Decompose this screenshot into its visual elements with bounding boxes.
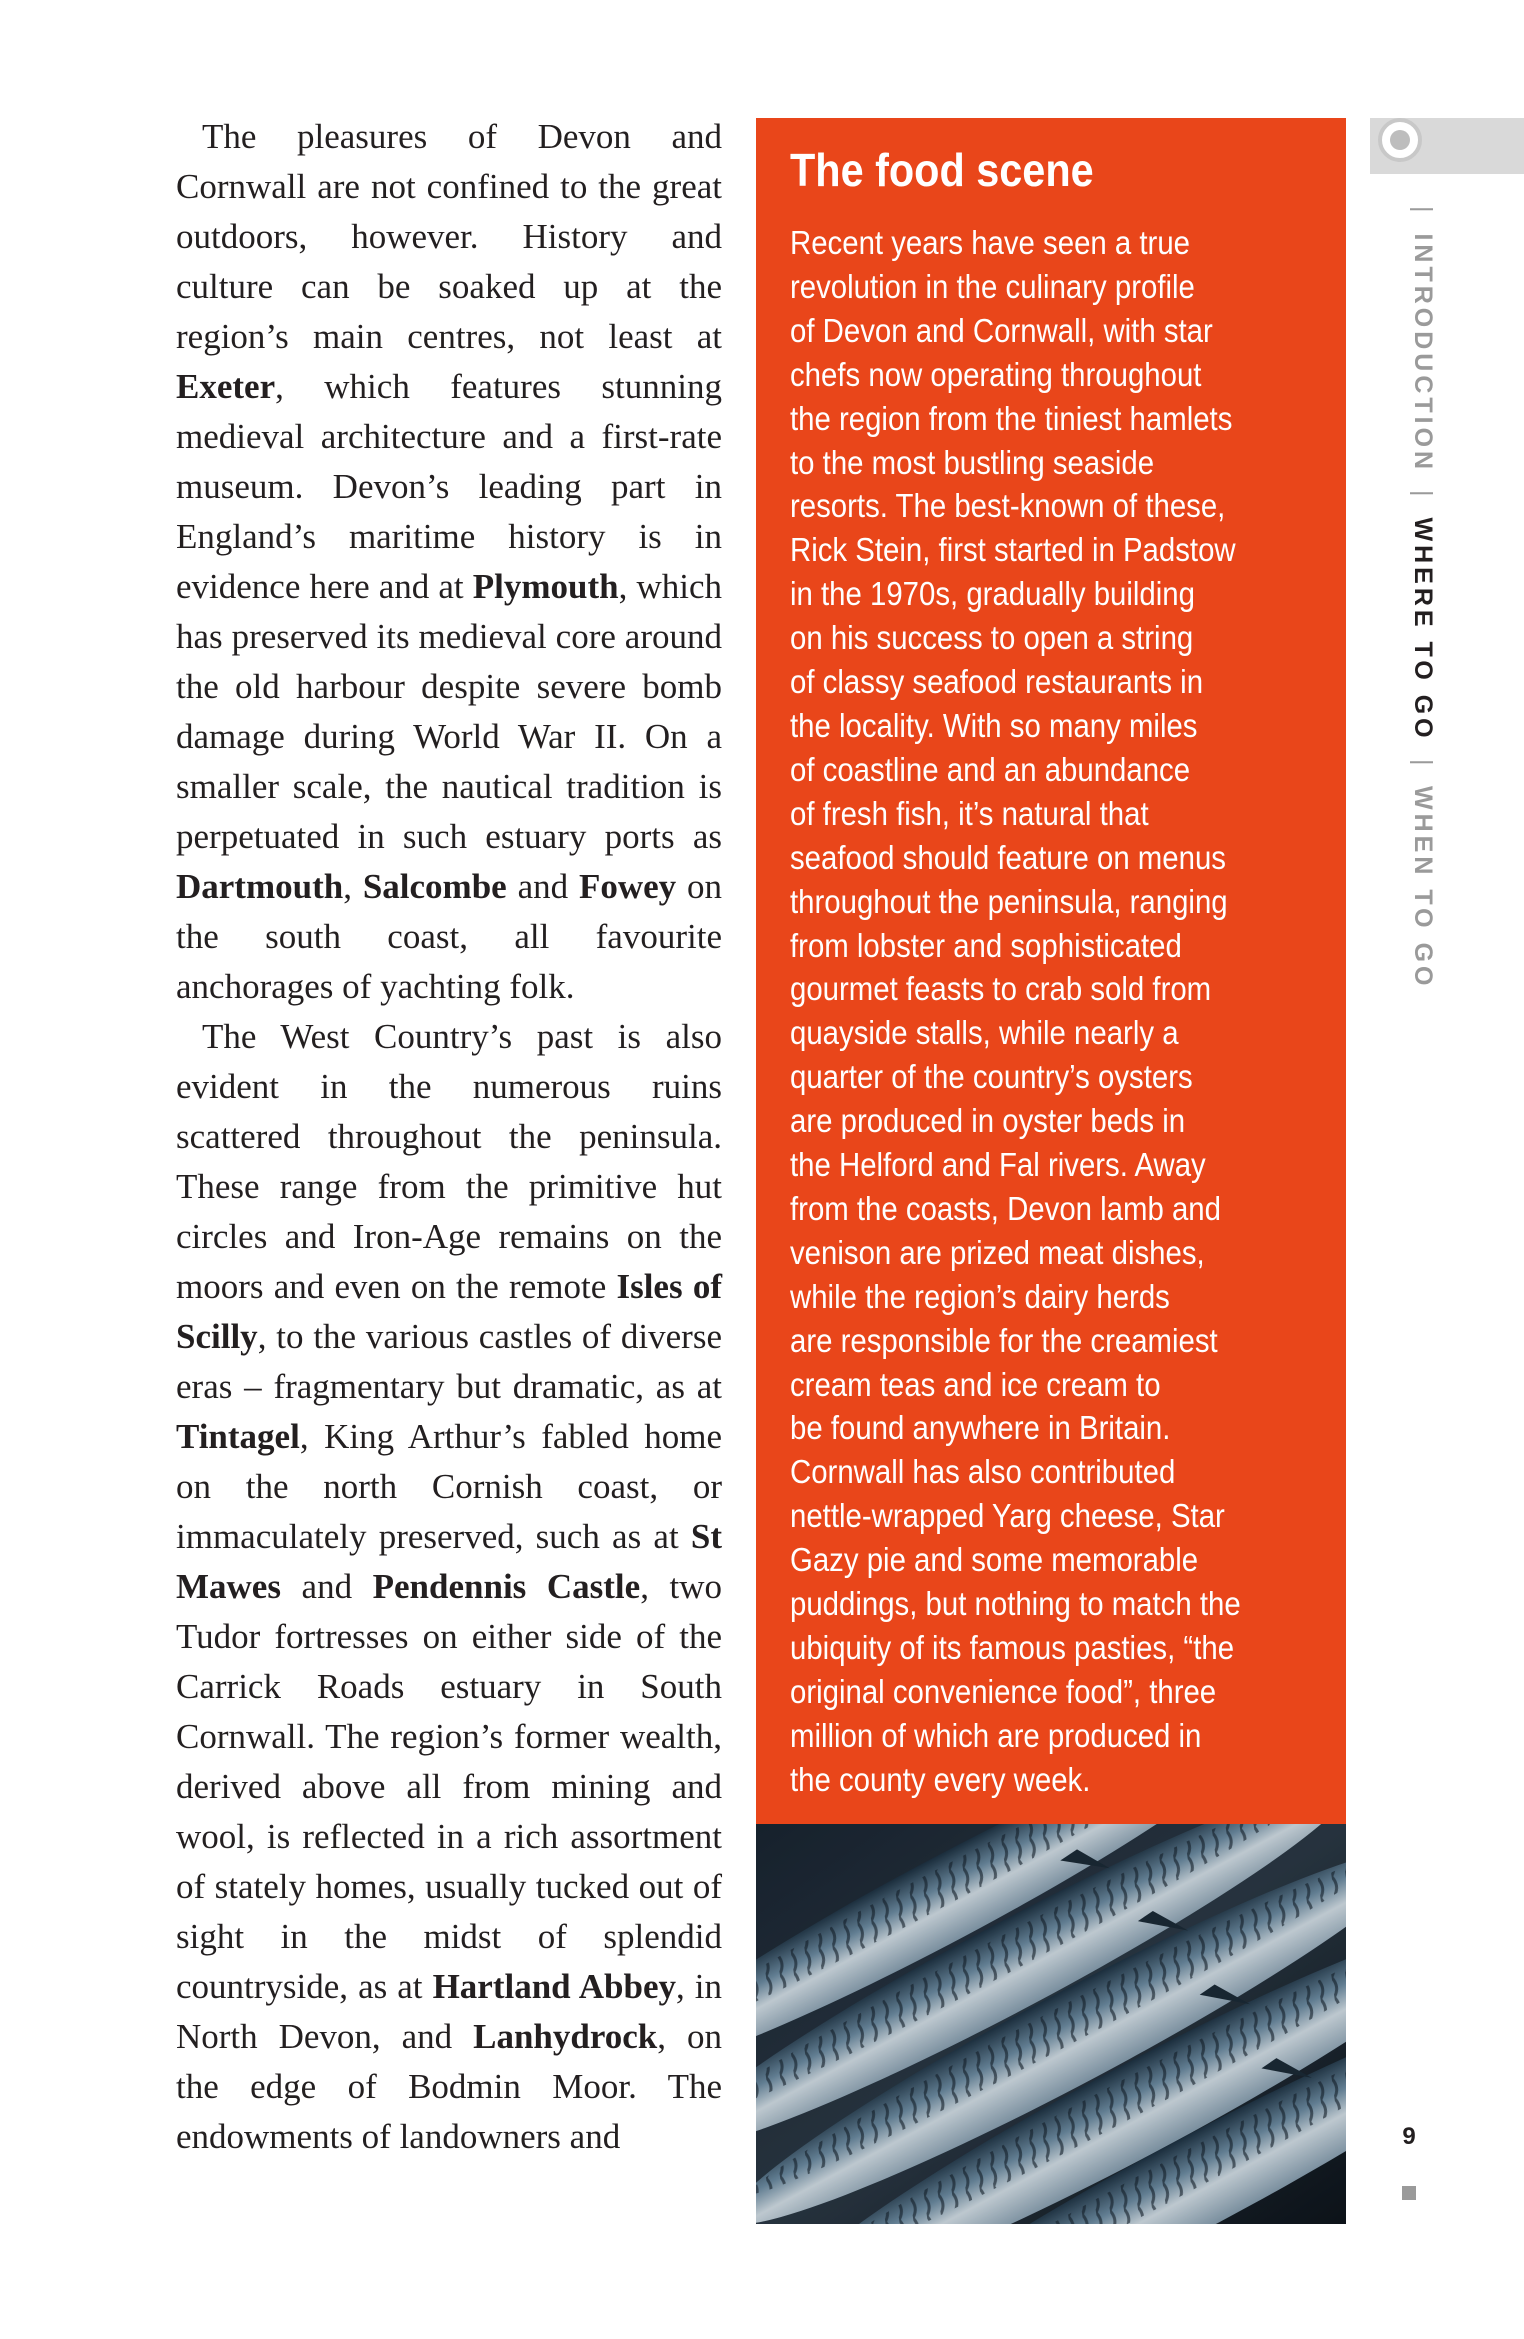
food-line: of fresh fish, it’s natural that <box>790 794 1149 832</box>
place-isles-of-scilly: Isles of Scilly <box>176 1267 722 1356</box>
food-line: quarter of the country’s oysters <box>790 1058 1193 1096</box>
food-line: cream teas and ice cream to <box>790 1365 1161 1403</box>
food-line: Recent years have seen a true <box>790 224 1190 261</box>
place-st-mawes: St Mawes <box>176 1517 722 1606</box>
place-pendennis-castle: Pendennis Castle <box>372 1567 641 1606</box>
paragraph-1: The pleasures of Devon and Cornwall are not confined to the great outdoors, however. History and culture can be soaked up at the region’s main centres, not least at Exeter, which features stunning medieval architecture and a first-rate museum. Devon’s leading part in England’s maritime history is in evidence here and at Plymouth, which has preserved its medieval core around the old harbour despite severe bomb damage during World War II. On a smaller scale, the nautical tradition is perpetuated in such estuary ports as Dartmouth, Salcombe and Fowey on the south coast, all favourite anchorages of yachting folk. <box>176 117 723 1006</box>
food-line: the Helford and Fal rivers. Away <box>790 1146 1206 1184</box>
place-exeter: Exeter <box>176 367 276 406</box>
page-marker-square <box>1402 2186 1416 2200</box>
food-line: from the coasts, Devon lamb and <box>790 1189 1221 1227</box>
food-line: of Devon and Cornwall, with star <box>790 311 1213 349</box>
food-line: puddings, but nothing to match the <box>790 1585 1241 1623</box>
food-line: are produced in oyster beds in <box>790 1102 1186 1140</box>
food-line: while the region’s dairy herds <box>790 1277 1170 1315</box>
food-line: quayside stalls, while nearly a <box>790 1014 1179 1052</box>
food-line: Cornwall has also contributed <box>790 1453 1176 1491</box>
place-lanhydrock: Lanhydrock <box>473 2017 658 2056</box>
nav-introduction[interactable]: INTRODUCTION <box>1409 233 1437 474</box>
place-fowey: Fowey <box>578 867 677 906</box>
food-line: venison are prized meat dishes, <box>790 1233 1205 1271</box>
food-line: seafood should feature on menus <box>790 838 1226 876</box>
food-scene-title: The food scene <box>790 144 1094 196</box>
place-hartland-abbey: Hartland Abbey <box>432 1967 676 2006</box>
place-salcombe: Salcombe <box>362 867 507 906</box>
food-line: resorts. The best-known of these, <box>790 487 1226 525</box>
food-line: from lobster and sophisticated <box>790 926 1182 964</box>
food-line: the locality. With so many miles <box>790 706 1198 744</box>
food-line: Gazy pie and some memorable <box>790 1541 1199 1579</box>
food-line: are responsible for the creamiest <box>790 1321 1218 1359</box>
food-line: the county every week. <box>790 1760 1091 1798</box>
food-line: to the most bustling seaside <box>790 443 1155 481</box>
food-line: ubiquity of its famous pasties, “the <box>790 1629 1235 1666</box>
food-line: be found anywhere in Britain. <box>790 1409 1171 1447</box>
food-line: million of which are produced in <box>790 1716 1202 1754</box>
place-tintagel: Tintagel <box>176 1417 300 1456</box>
food-line: original convenience food”, three <box>790 1672 1217 1710</box>
nav-separator: | <box>1409 490 1437 501</box>
paragraph-2: The West Country’s past is also evident in the numerous ruins scattered throughout the peninsula. These range from the primitive hut circles and Iron-Age remains on the moors and even on the remote Isles of Scilly, to the various castles of diverse eras – fragmentary but dramatic, as at Tintagel, King Arthur’s fabled home on the north Cornish coast, or immaculately preserved, such as at St Mawes and Pendennis Castle, two Tudor fortresses on either side of the Carrick Roads estuary in South Cornwall. The region’s former wealth, derived above all from mining and wool, is reflected in a rich assortment of stately homes, usually tucked out of sight in the midst of splendid countryside, as at Hartland Abbey, in North Devon, and Lanhydrock, on the edge of Bodmin Moor. The endowments of landowners and <box>176 1017 723 2156</box>
place-plymouth: Plymouth <box>472 567 619 606</box>
food-line: of coastline and an abundance <box>790 750 1191 788</box>
nav-when-to-go[interactable]: WHEN TO GO <box>1409 786 1437 990</box>
place-dartmouth: Dartmouth <box>176 867 344 906</box>
nav-separator: | <box>1409 758 1437 770</box>
food-line: throughout the peninsula, ranging <box>790 882 1228 920</box>
food-line: the region from the tiniest hamlets <box>790 399 1233 437</box>
food-scene-box <box>756 118 1346 1824</box>
section-navigation <box>1408 200 1437 989</box>
food-scene-text <box>790 221 1288 1802</box>
food-line: on his success to open a string <box>790 619 1194 657</box>
food-line: chefs now operating throughout <box>790 355 1202 393</box>
page-number: 9 <box>1402 2123 1416 2150</box>
food-line: revolution in the culinary profile <box>790 267 1195 305</box>
food-line: gourmet feasts to crab sold from <box>790 970 1212 1008</box>
mackerel-photo <box>756 1824 1346 2224</box>
food-line: Rick Stein, first started in Padstow <box>790 531 1236 569</box>
nav-where-to-go[interactable]: WHERE TO GO <box>1409 517 1437 742</box>
main-article-text <box>176 112 722 2162</box>
food-line: of classy seafood restaurants in <box>790 663 1204 701</box>
section-marker-icon <box>1378 118 1422 162</box>
nav-separator: | <box>1409 206 1437 217</box>
food-line: nettle-wrapped Yarg cheese, Star <box>790 1497 1225 1535</box>
food-line: in the 1970s, gradually building <box>790 575 1195 613</box>
